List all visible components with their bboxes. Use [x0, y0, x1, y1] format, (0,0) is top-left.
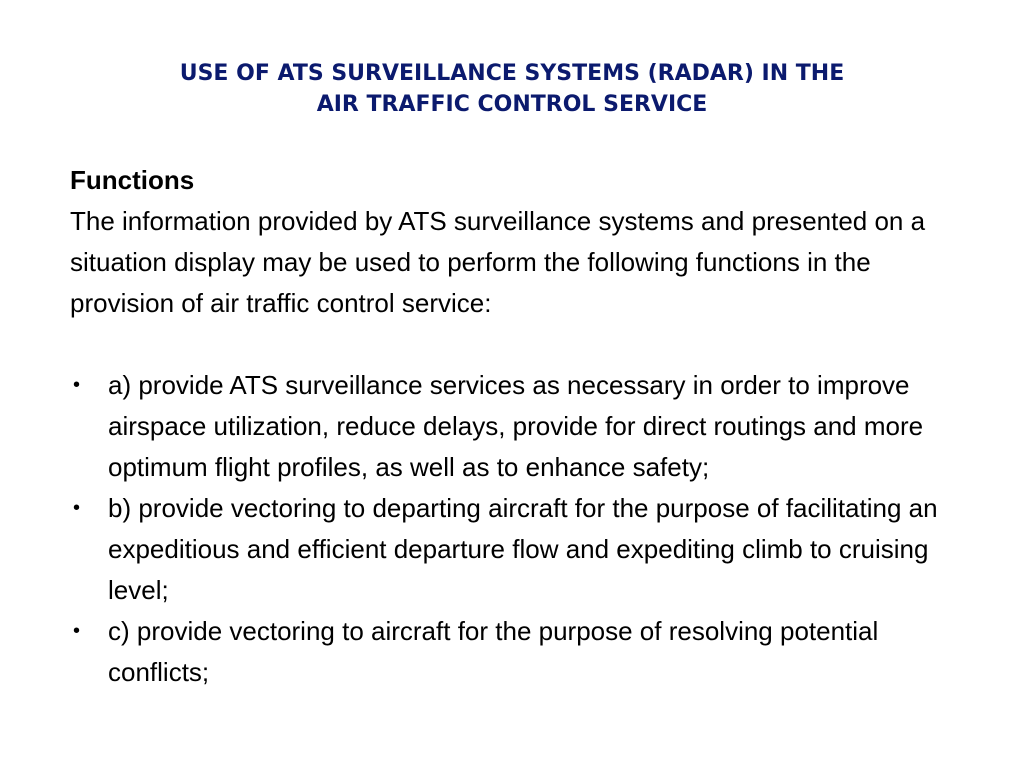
slide-title-line-2: AIR TRAFFIC CONTROL SERVICE [316, 92, 708, 117]
slide-title-line-1: USE OF ATS SURVEILLANCE SYSTEMS (RADAR) IN THE [179, 61, 845, 86]
bullet-list [70, 365, 970, 693]
bullet-text: c) provide vectoring to aircraft for the purpose of resolving potential conflicts; [108, 616, 879, 687]
bullet-item-b [70, 488, 970, 611]
bullet-icon: • [73, 497, 81, 519]
bullet-item-a [70, 365, 970, 488]
bullet-text: b) provide vectoring to departing aircraft for the purpose of facilitating an expeditious and efficient departure flow and expediting climb to cruising level; [108, 493, 938, 605]
slide-body [70, 160, 970, 693]
section-heading: Functions [70, 165, 195, 195]
bullet-item-c [70, 611, 970, 693]
intro-paragraph: The information provided by ATS surveillance systems and presented on a situation display may be used to perform the following functions in the provision of air traffic control service: [70, 206, 926, 318]
bullet-icon: • [73, 620, 81, 642]
bullet-icon: • [73, 374, 81, 396]
slide-title [60, 58, 964, 120]
bullet-text: a) provide ATS surveillance services as necessary in order to improve airspace utilization, reduce delays, provide for direct routings and more optimum flight profiles, as well as to enhance safety; [108, 370, 924, 482]
paragraph-spacer [70, 324, 970, 365]
